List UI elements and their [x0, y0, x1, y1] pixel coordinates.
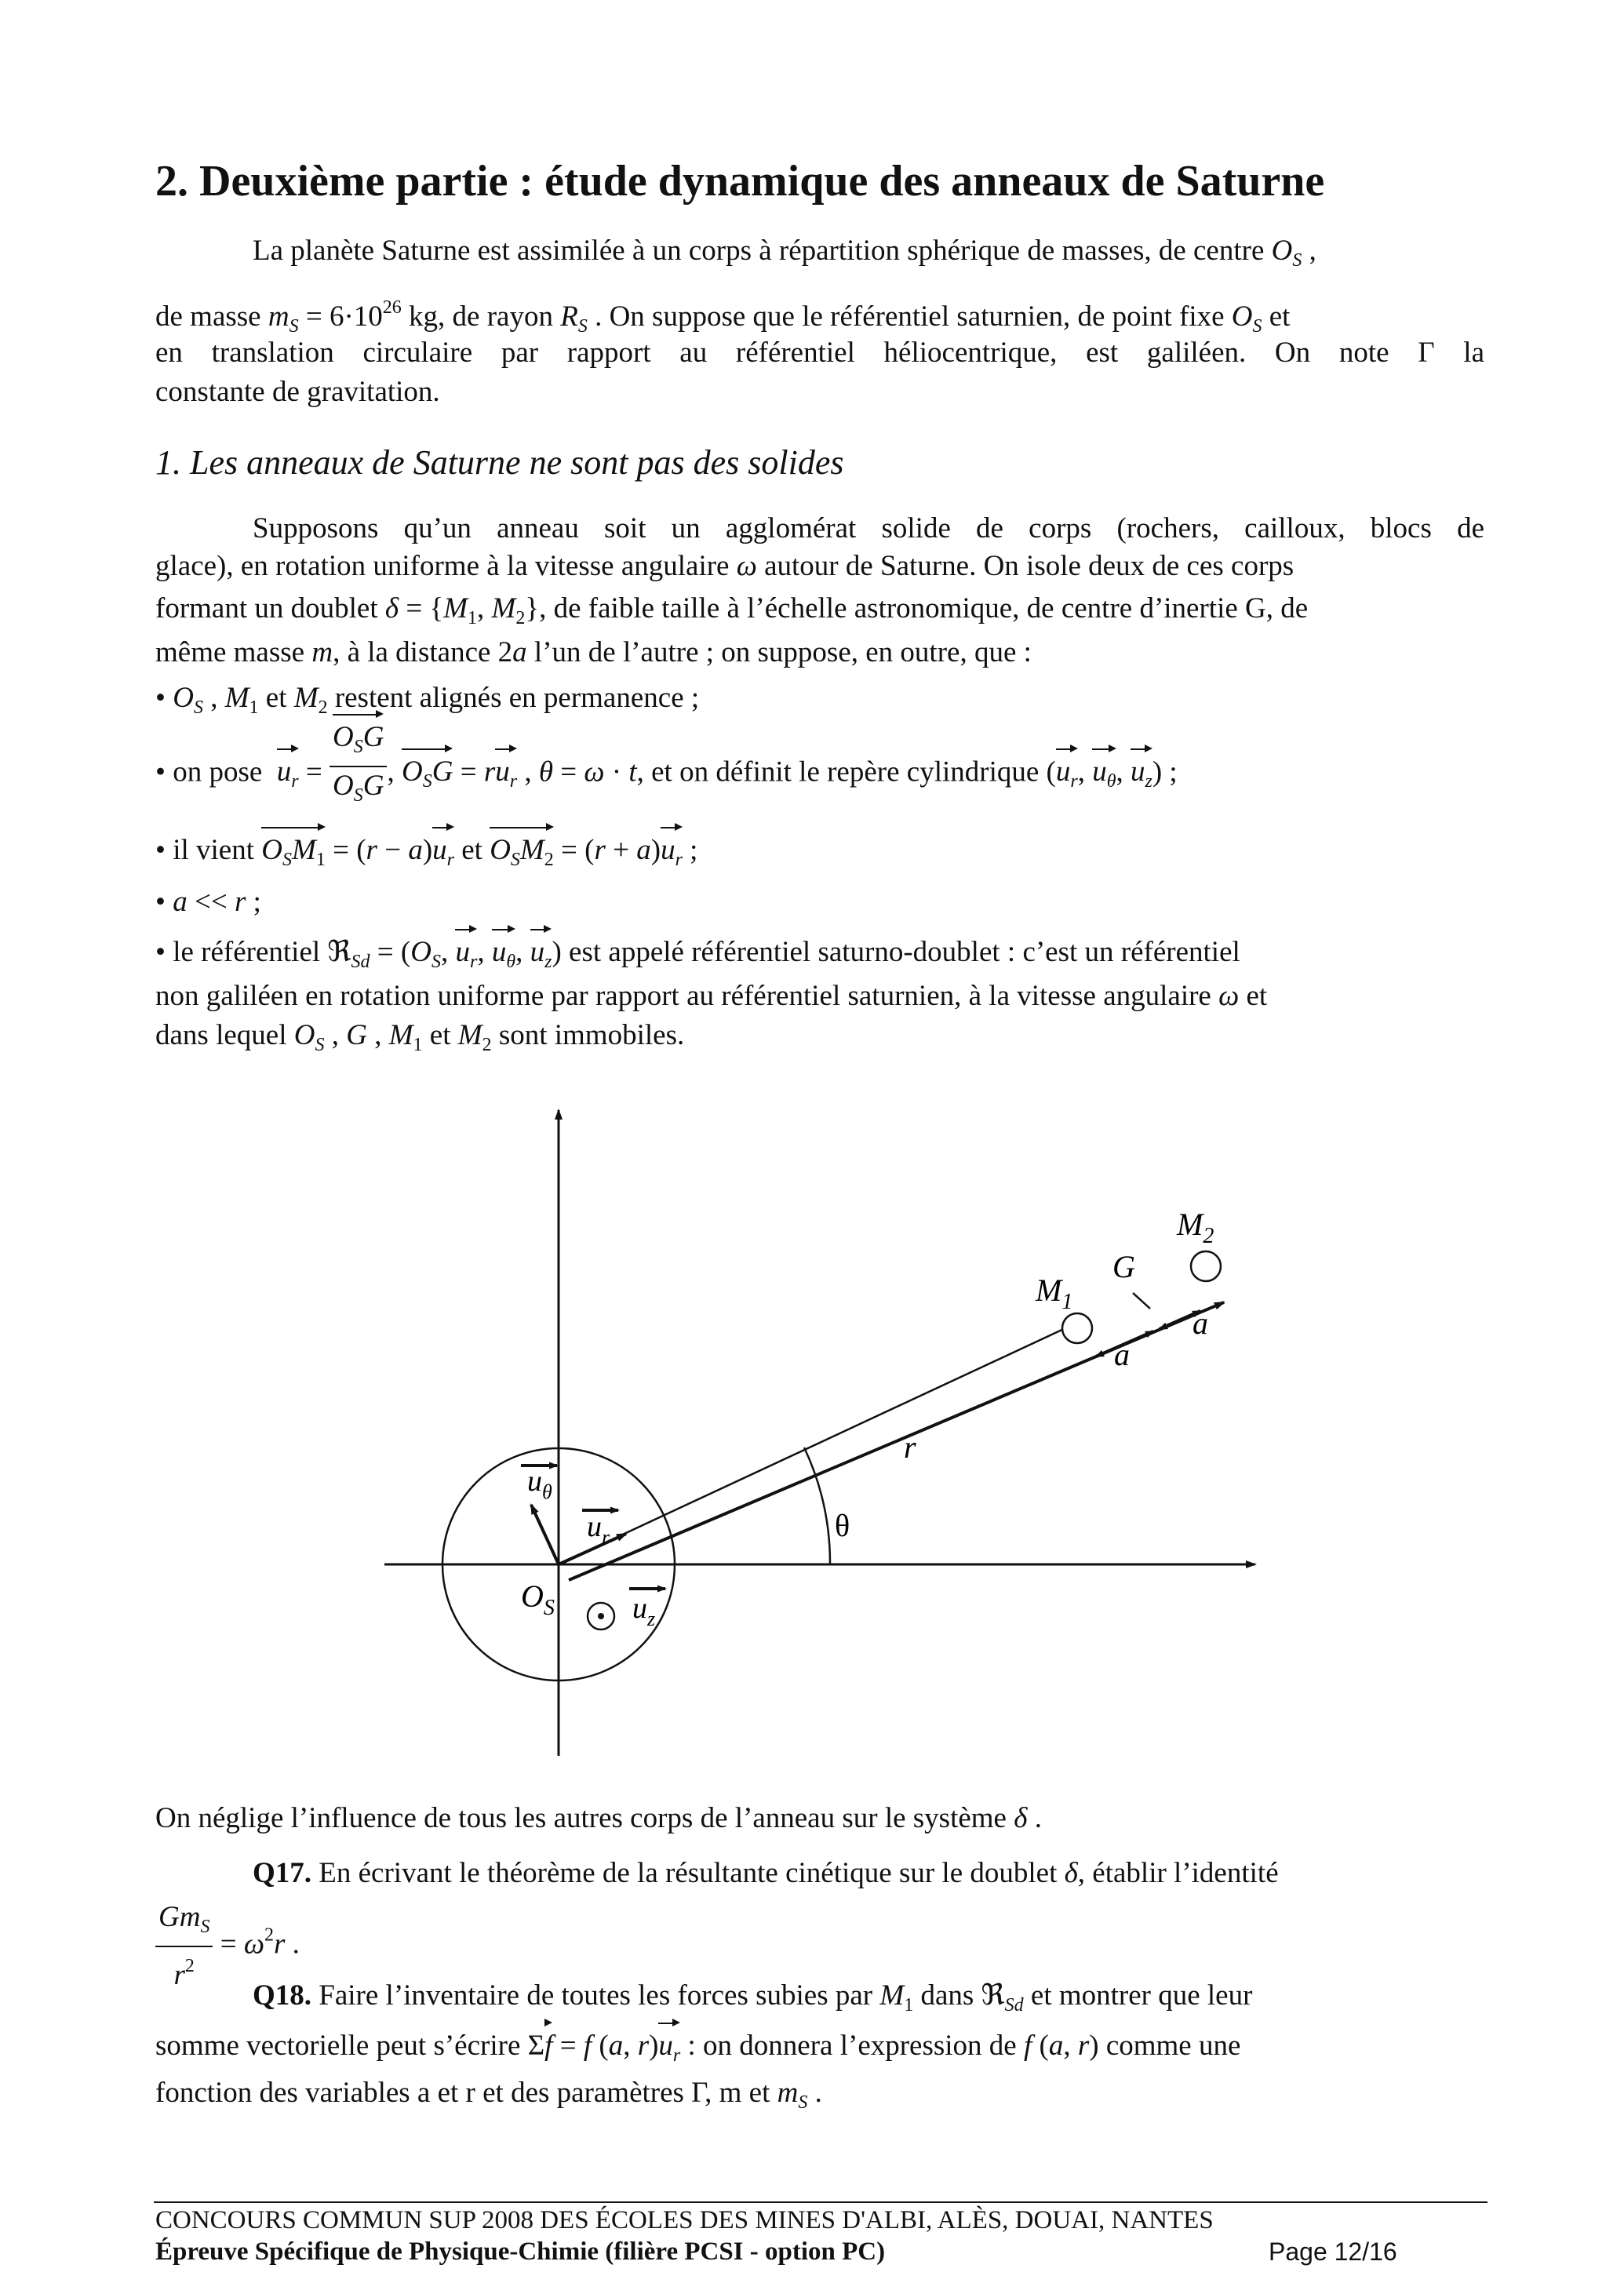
label-os: $O_S$: [521, 1578, 555, 1620]
para-line-2: glace), en rotation uniforme à la vitesse angulaire ω autour de Saturne. On isole deux de ces corps: [155, 550, 1294, 582]
intro-line-3: en translation circulaire par rapport au référentiel héliocentrique, est galiléen. On note Γ la: [155, 337, 1484, 369]
bullet-3: • il vient $O_SM_1 = (r - a)u_r$ et $O_SM_2 = (r + a)u_r$ ;: [155, 832, 697, 879]
label-uz: $u_z$: [632, 1592, 656, 1630]
intro-line-1: La planète Saturne est assimilée à un corps à répartition sphérique de masses, de centre $O_S$ ,: [253, 235, 1316, 271]
para-line-3: formant un doublet $\delta = \{M_1$, $M_2$}, de faible taille à l’échelle astronomique, de centre d’inertie G, de: [155, 592, 1309, 628]
bullet-4: • a << r ;: [155, 886, 261, 918]
label-utheta: $u_\theta$: [527, 1465, 552, 1503]
q17-formula: $\frac{Gm_S}{r^2}$ = $\omega^2r$ .: [155, 1899, 300, 1994]
intro-line-4: constante de gravitation.: [155, 376, 440, 408]
q18-line-3: fonction des variables a et r et des paramètres Γ, m et $m_S$ .: [155, 2077, 822, 2113]
neglect-line: On néglige l’influence de tous les autres corps de l’anneau sur le système δ .: [155, 1802, 1042, 1834]
intro-line-2: de masse $m_S = 6\cdot 10^{26}$ kg, de rayon $R_S$ . On suppose que le référentiel saturnien, de point fixe $O_S$ et: [155, 297, 1291, 337]
para-line-1: Supposons qu’un anneau soit un agglomérat solide de corps (rochers, cailloux, blocs de: [253, 512, 1484, 544]
bullet-2: • on pose $u_r$ = $\frac{O_SG}{O_SG}$ , $O_SG = ru_r$ , θ = ω · t, et on définit le repère cylindrique ($u_r$, $u_\theta$, $u_z$) ;: [155, 734, 1178, 814]
q18-line-1: Q18. Faire l’inventaire de toutes les forces subies par $M_1$ dans ℜ$_{Sd}$ et montrer que leur: [253, 1979, 1253, 2015]
footer-line-2: Épreuve Spécifique de Physique-Chimie (filière PCSI - option PC): [155, 2238, 886, 2266]
label-ur: $u_r$: [587, 1510, 610, 1549]
q18-line-2: somme vectorielle peut s’écrire Σf = f (a, $r)u_r$ : on donnera l’expression de f (a, r) comme une: [155, 2027, 1240, 2074]
bullet-5-line-3: dans lequel $O_S$ , G , $M_1$ et $M_2$ sont immobiles.: [155, 1019, 685, 1055]
radius-line-upper: [559, 1327, 1067, 1564]
footer-line-1: CONCOURS COMMUN SUP 2008 DES ÉCOLES DES MINES D'ALBI, ALÈS, DOUAI, NANTES: [155, 2206, 1214, 2234]
footer-rule: [154, 2201, 1487, 2203]
theta-arc: [804, 1447, 830, 1564]
q17-line-1: Q17. En écrivant le théorème de la résultante cinétique sur le doublet δ, établir l’identité: [253, 1857, 1279, 1889]
m2-body: [1191, 1251, 1221, 1281]
bullet-5-line-2: non galiléen en rotation uniforme par rapport au référentiel saturnien, à la vitesse angulaire ω et: [155, 980, 1268, 1012]
m1-body: [1062, 1313, 1092, 1343]
label-g: G: [1112, 1249, 1135, 1284]
bullet-1: • $O_S$ , $M_1$ et $M_2$ restent alignés en permanence ;: [155, 682, 700, 718]
label-r: r: [904, 1429, 916, 1465]
para-line-4: même masse m, à la distance 2a l’un de l’autre ; on suppose, en outre, que :: [155, 636, 1032, 668]
label-a-2: a: [1193, 1305, 1208, 1341]
label-m2: $M_2$: [1177, 1207, 1214, 1248]
page-number: Page 12/16: [1269, 2238, 1397, 2266]
utheta-vector: [531, 1505, 559, 1564]
uz-dot: [598, 1613, 604, 1619]
label-a-1: a: [1114, 1337, 1130, 1372]
label-m1: $M_1$: [1036, 1273, 1073, 1314]
subsection-title: 1. Les anneaux de Saturne ne sont pas des solides: [155, 443, 844, 482]
label-theta: θ: [835, 1508, 850, 1543]
g-mark: [1133, 1293, 1150, 1309]
bullet-5-line-1: • le référentiel ℜ$_{Sd}$ = ($O_S$, $u_r$, $u_\theta$, $u_z$) est appelé référentiel saturno-doublet : c’est un référentiel: [155, 934, 1484, 981]
section-title: 2. Deuxième partie : étude dynamique des anneaux de Saturne: [155, 157, 1325, 206]
